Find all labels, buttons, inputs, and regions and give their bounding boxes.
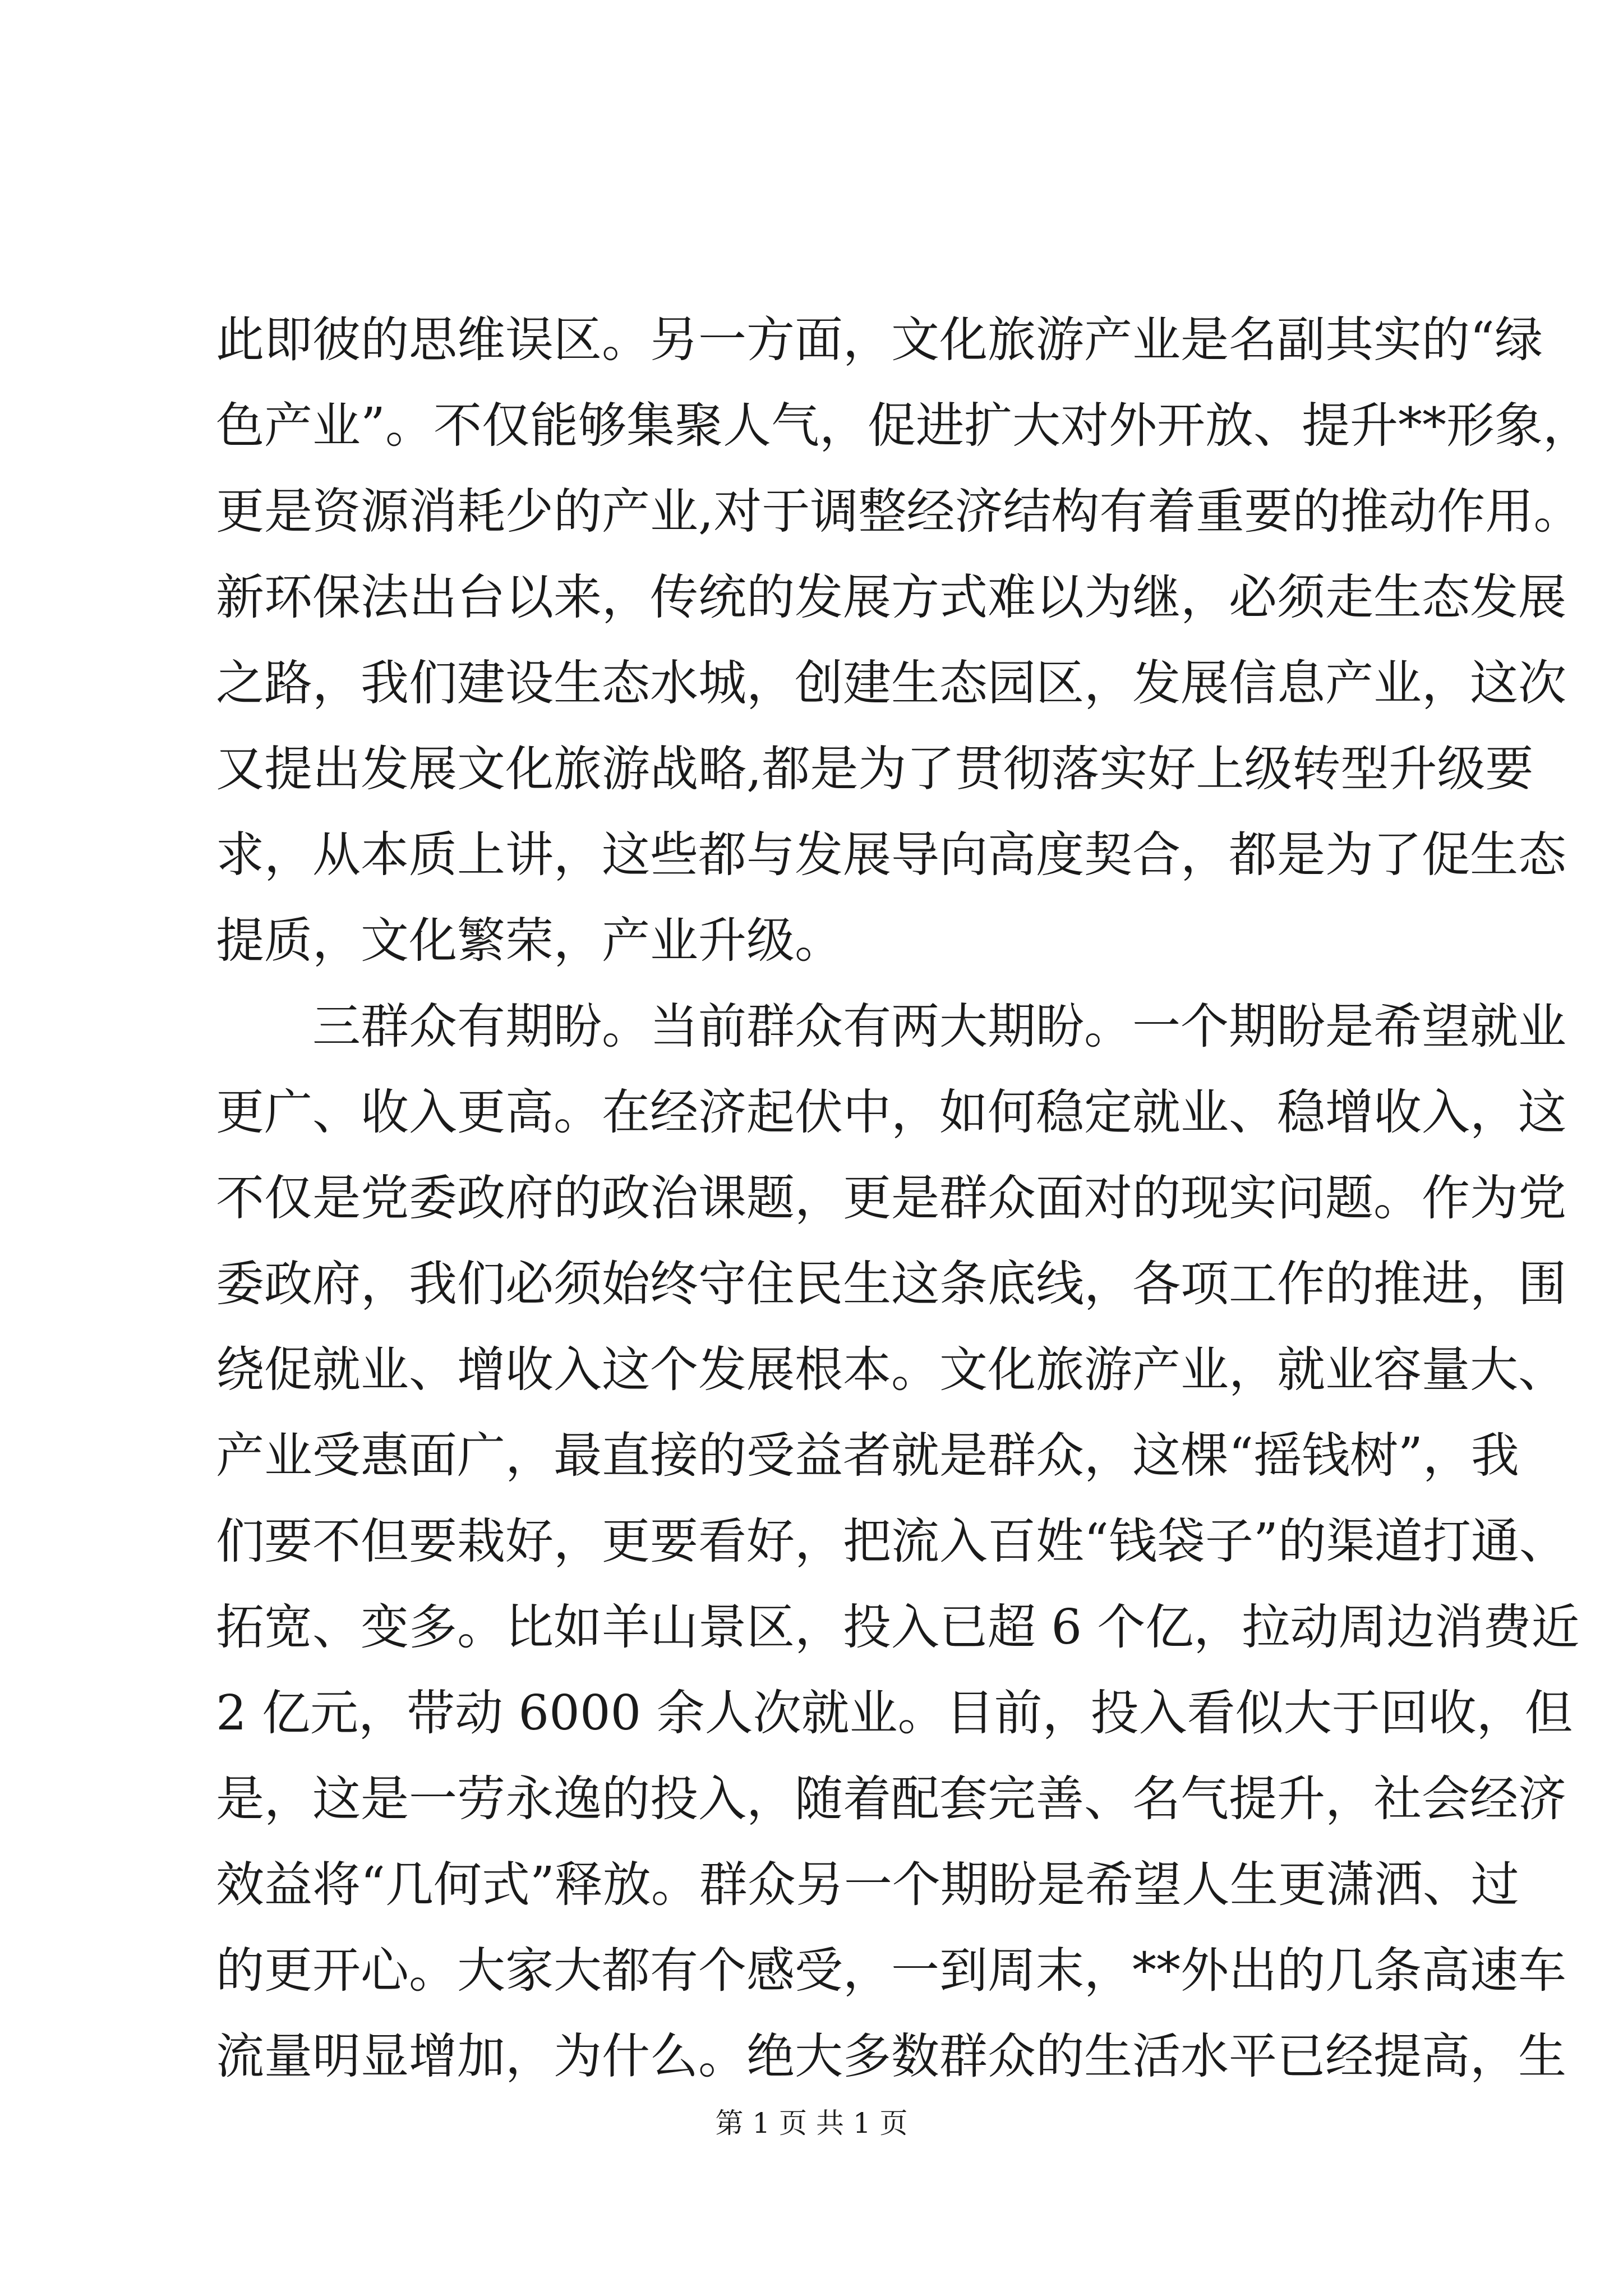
- text-line: 绕促就业、增收入这个发展根本。文化旅游产业，就业容量大、: [216, 1342, 1566, 1398]
- text-line: 委政府，我们必须始终守住民生这条底线，各项工作的推进，围: [216, 1256, 1566, 1312]
- text-line: 效益将“几何式”释放。群众另一个期盼是希望人生更潇洒、过: [216, 1857, 1519, 1913]
- text-line: 流量明显增加，为什么。绝大多数群众的生活水平已经提高，生: [216, 2028, 1566, 2085]
- text-line: 的更开心。大家大都有个感受，一到周末，**外出的几条高速车: [216, 1943, 1566, 1999]
- text-line: 们要不但要栽好，更要看好，把流入百姓“钱袋子”的渠道打通、: [216, 1513, 1567, 1570]
- text-line: 是，这是一劳永逸的投入，随着配套完善、名气提升，社会经济: [216, 1771, 1566, 1827]
- text-line: 不仅是党委政府的政治课题，更是群众面对的现实问题。作为党: [216, 1170, 1566, 1226]
- text-line: 求，从本质上讲，这些都与发展导向高度契合，都是为了促生态: [216, 827, 1566, 883]
- text-line: 之路，我们建设生态水城，创建生态园区，发展信息产业，这次: [216, 655, 1566, 711]
- text-line: 此即彼的思维误区。另一方面，文化旅游产业是名副其实的“绿: [216, 312, 1543, 368]
- text-line: 2 亿元，带动 6000 余人次就业。目前，投入看似大于回收，但: [216, 1685, 1573, 1741]
- text-line: 又提出发展文化旅游战略,都是为了贯彻落实好上级转型升级要: [216, 741, 1534, 797]
- body-text: [216, 297, 1591, 2100]
- text-line: 新环保法出台以来，传统的发展方式难以为继，必须走生态发展: [216, 569, 1566, 625]
- page-number-footer: 第 1 页 共 1 页: [715, 2107, 908, 2139]
- text-line: 产业受惠面广，最直接的受益者就是群众，这棵“摇钱树”，我: [216, 1428, 1519, 1484]
- text-line: 更是资源消耗少的产业,对于调整经济结构有着重要的推动作用。: [216, 484, 1582, 540]
- text-line: 更广、收入更高。在经济起伏中，如何稳定就业、稳增收入，这: [216, 1084, 1566, 1140]
- text-line: 提质，文化繁荣，产业升级。: [216, 913, 843, 969]
- text-line: 拓宽、变多。比如羊山景区，投入已超 6 个亿，拉动周边消费近: [216, 1599, 1580, 1655]
- text-line: 三群众有期盼。当前群众有两大期盼。一个期盼是希望就业: [216, 999, 1566, 1055]
- text-line: 色产业”。不仅能够集聚人气，促进扩大对外开放、提升**形象，: [216, 398, 1591, 454]
